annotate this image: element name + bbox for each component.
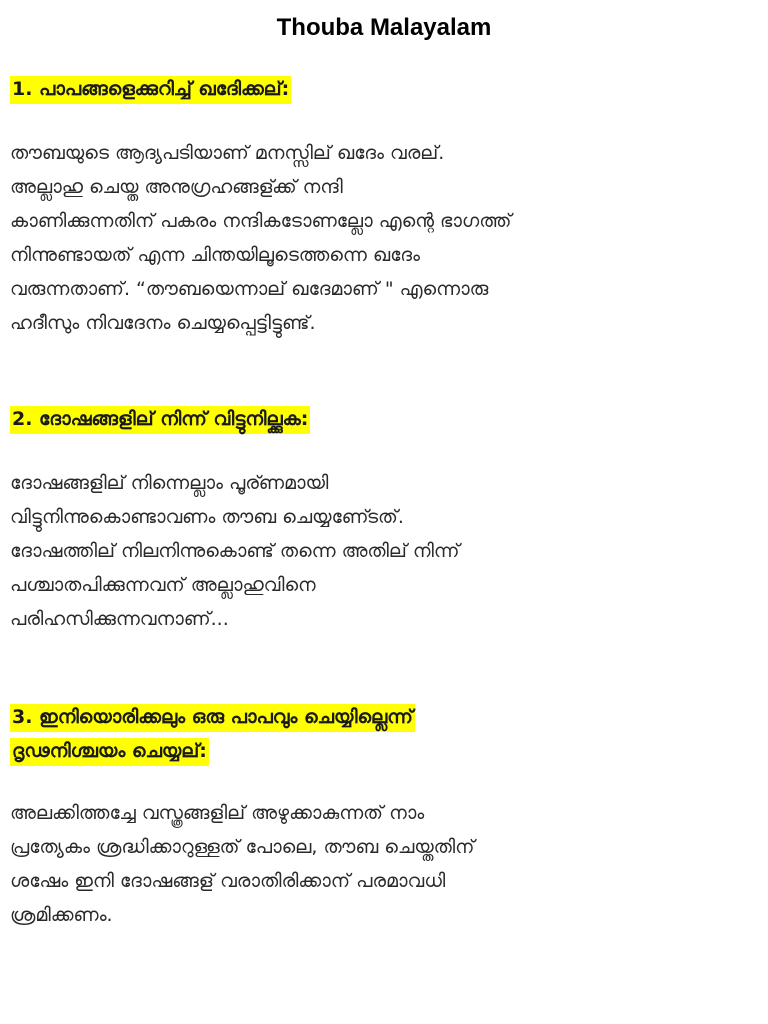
section-1-heading [10, 72, 760, 106]
section-1 [10, 72, 760, 340]
section-2-body-line-2: വിട്ടുനിന്നുകൊണ്ടാവണം തൗബ ചെയ്യണേ്ടത്. [10, 506, 404, 528]
section-2-heading [10, 402, 760, 436]
section-3-body-line-2: പ്രത്യേകം ശ്രദ്ധിക്കാറുള്ളത് പോലെ, തൗബ ചെയ്തതിന് [10, 836, 475, 858]
section-2-body [10, 466, 760, 636]
section-1-body-line-4: നിന്നുണ്ടായത് എന്ന ചിന്തയിലൂടെത്തന്നെ ഖദേം [10, 244, 420, 266]
section-3-body [10, 796, 760, 932]
section-3-heading-line-2: ദൃഢനിശ്ചയം ചെയ്യല്: [10, 738, 209, 766]
section-1-heading-line-1: 1. പാപങ്ങളെക്കുറിച്ച് ഖദേിക്കല്: [10, 76, 291, 104]
section-1-body [10, 136, 760, 340]
section-3-heading [10, 700, 760, 768]
section-1-body-line-3: കാണിക്കുന്നതിന് പകരം നന്ദികടോണല്ലോ എന്റെ ഭാഗത്ത് [10, 210, 512, 232]
section-1-body-line-5: വരുന്നതാണ്. “തൗബയെന്നാല് ഖദേമാണ് " എന്നൊരു [10, 278, 489, 300]
section-1-body-line-6: ഹദീസും നിവദേനം ചെയ്യപ്പെട്ടിട്ടുണ്ട്. [10, 312, 316, 334]
section-2-body-line-5: പരിഹസിക്കുന്നവനാണ്... [10, 608, 229, 630]
section-2-body-line-3: ദോഷത്തില് നിലനിന്നുകൊണ്ട് തന്നെ അതില് നിന്ന് [10, 540, 460, 562]
section-2-heading-line-1: 2. ദോഷങ്ങളില് നിന്ന് വിട്ടുനില്ക്കുക: [10, 406, 310, 434]
section-1-body-line-2: അല്ലാഹു ചെയ്ത അനുഗ്രഹങ്ങള്ക്ക് നന്ദി [10, 176, 343, 198]
section-2-body-line-1: ദോഷങ്ങളില് നിന്നെല്ലാം പൂര്ണമായി [10, 472, 329, 494]
section-3 [10, 700, 760, 932]
section-3-body-line-3: ശഷേം ഇനി ദോഷങ്ങള് വരാതിരിക്കാന് പരമാവധി [10, 870, 446, 892]
page-title: Thouba Malayalam [276, 14, 492, 41]
section-1-body-line-1: തൗബയുടെ ആദ്യപടിയാണ് മനസ്സില് ഖദേം വരല്. [10, 142, 445, 164]
section-3-body-line-1: അലക്കിത്തച്ചേ വസ്ത്രങ്ങളില് അഴുക്കാകുന്നത് നാം [10, 802, 425, 824]
section-2-body-line-4: പശ്ചാതപിക്കുന്നവന് അല്ലാഹുവിനെ [10, 574, 316, 596]
section-3-body-line-4: ശ്രമിക്കണം. [10, 904, 113, 926]
section-3-heading-line-1: 3. ഇനിയൊരിക്കലും ഒരു പാപവും ചെയ്യില്ലെന്ന് [10, 704, 415, 732]
section-2 [10, 402, 760, 636]
